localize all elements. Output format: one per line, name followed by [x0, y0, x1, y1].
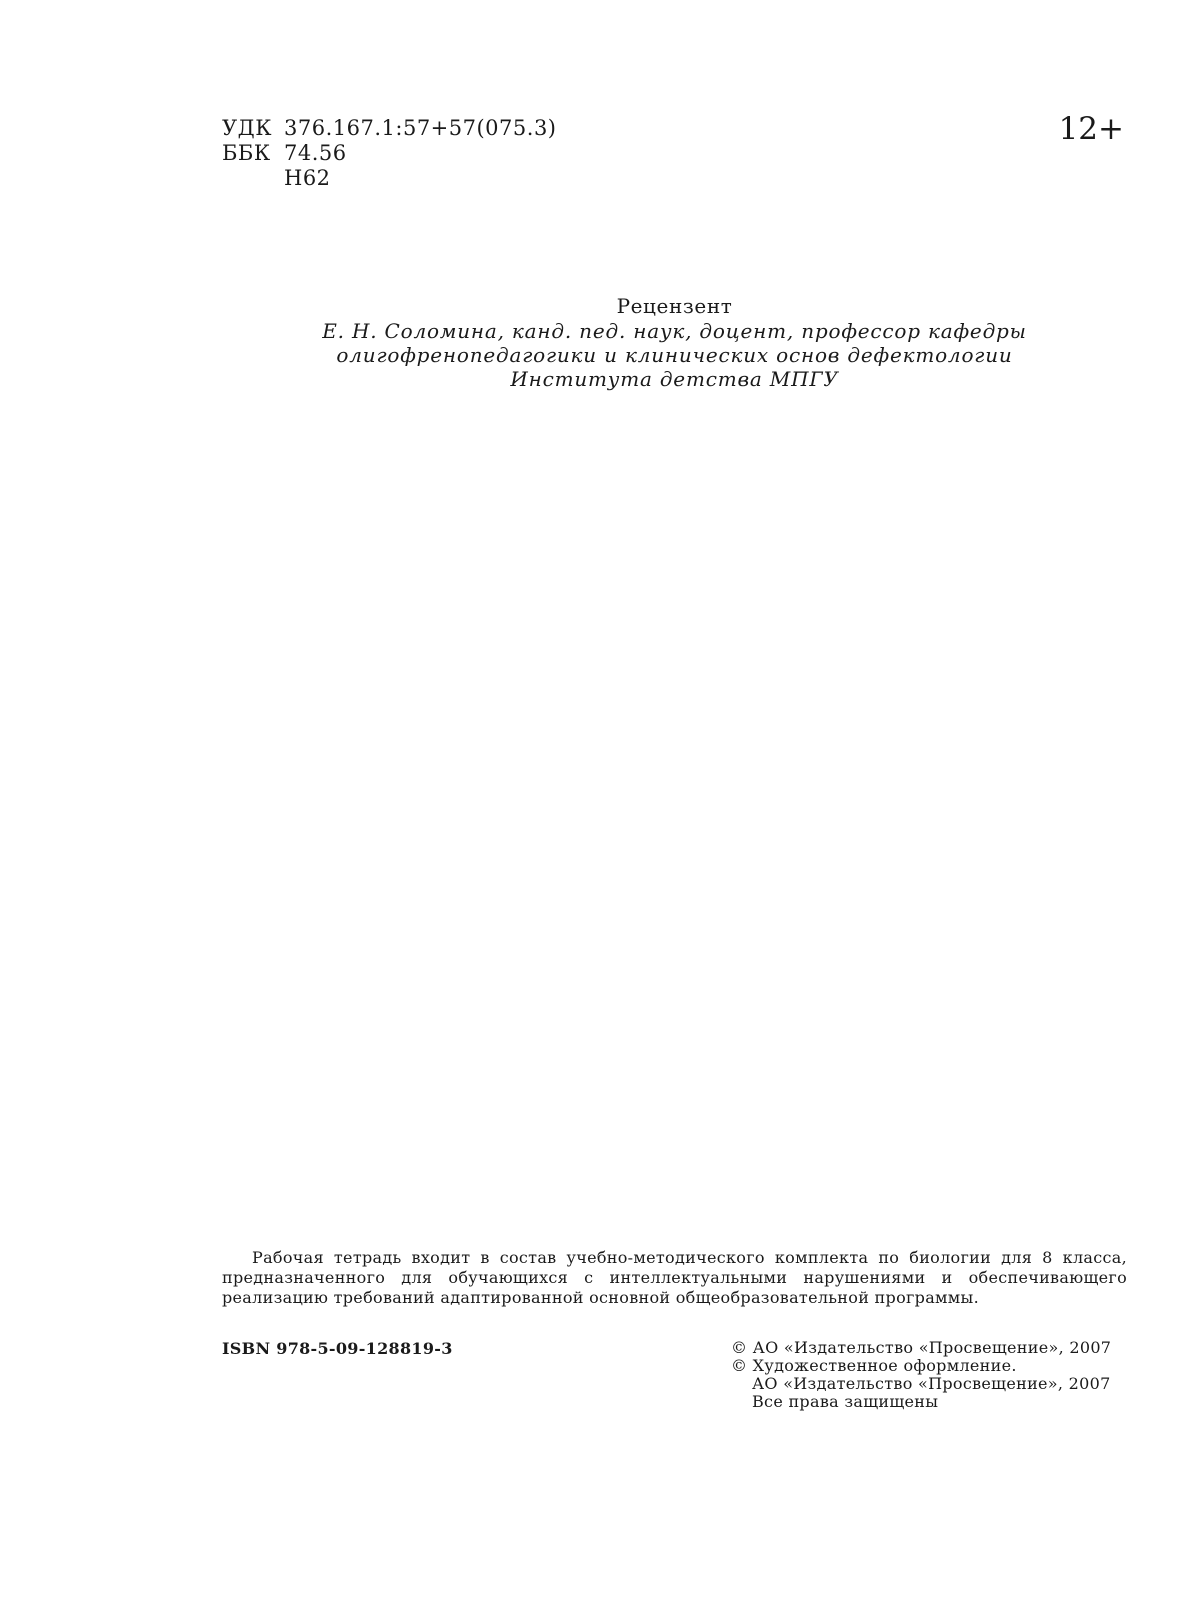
isbn: ISBN 978-5-09-128819-3 — [222, 1339, 453, 1358]
bbk-value: 74.56 — [284, 141, 347, 165]
bbk-label: ББК — [222, 141, 271, 165]
author-mark: Н62 — [284, 166, 331, 190]
copyright-line: Все права защищены — [752, 1392, 939, 1411]
bbk-row — [222, 141, 557, 166]
udk-label: УДК — [222, 116, 273, 140]
reviewer-line: Института детства МПГУ — [510, 367, 839, 391]
copyright-block — [731, 1339, 1127, 1411]
udk-value: 376.167.1:57+57(075.3) — [284, 116, 557, 140]
udk-row — [222, 116, 557, 141]
copyright-line: © АО «Издательство «Просвещение», 2007 — [731, 1338, 1112, 1357]
age-rating: 12+ — [1058, 111, 1124, 147]
author-mark-row — [222, 166, 557, 191]
classification-block — [222, 116, 557, 191]
reviewer-line: олигофренопедагогики и клинических основ дефектологии — [336, 343, 1013, 367]
copyright-line: АО «Издательство «Просвещение», 2007 — [752, 1374, 1111, 1393]
copyright-line: © Художественное оформление. — [731, 1356, 1017, 1375]
annotation-text: Рабочая тетрадь входит в состав учебно-методического комплекта по биологии для 8 класса, предназначенного для обучающихся с интеллектуальными нарушениями и обеспечивающего реализацию требований адаптированной основной общеобразовательной программы. — [222, 1248, 1127, 1307]
reviewer-line: Е. Н. Соломина, канд. пед. наук, доцент, профессор кафедры — [322, 319, 1027, 343]
reviewer-block — [222, 293, 1127, 391]
annotation-block — [222, 1248, 1127, 1308]
reviewer-label: Рецензент — [616, 294, 733, 318]
